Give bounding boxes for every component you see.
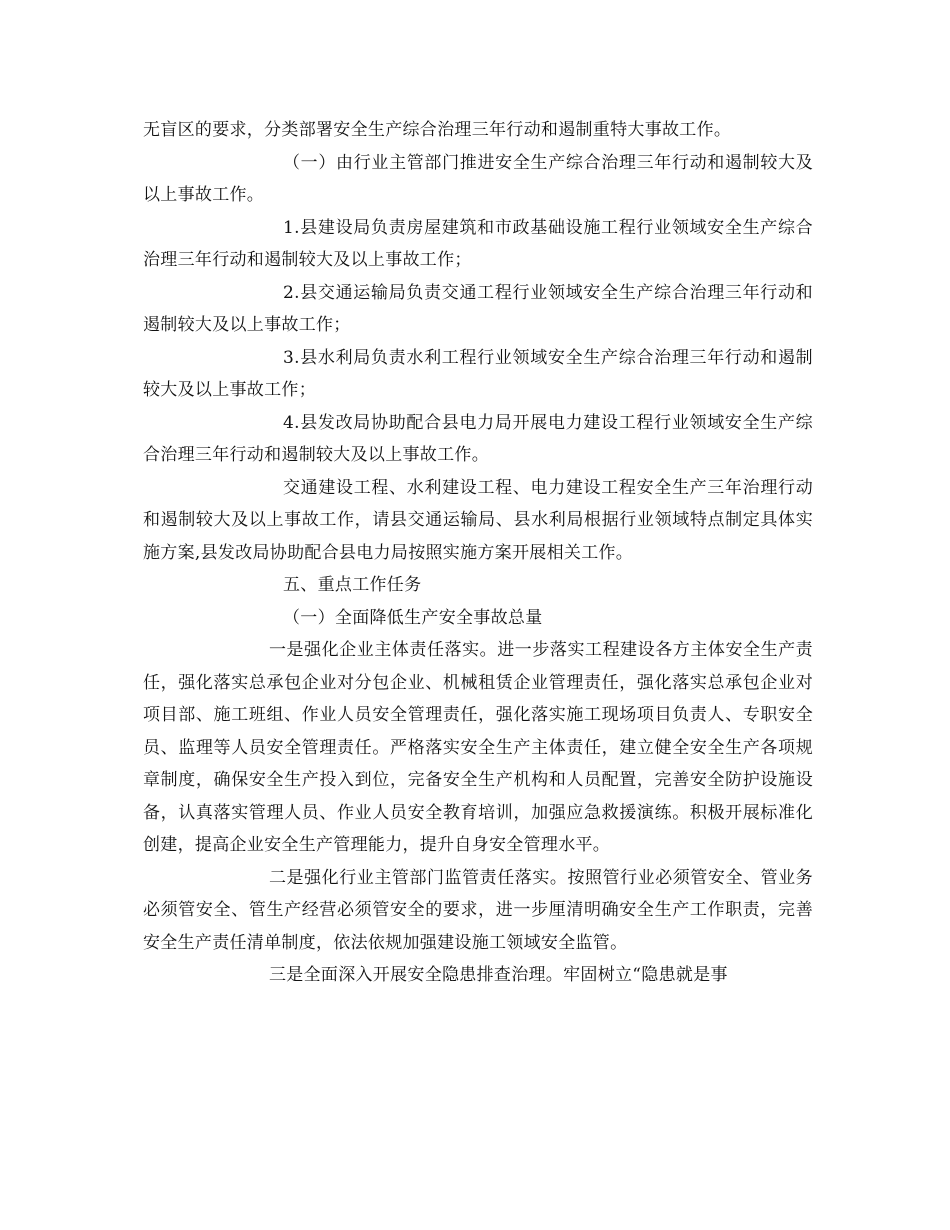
document-body	[143, 114, 813, 992]
paragraph-task-2: 二是强化行业主管部门监管责任落实。按照管行业必须管安全、管业务必须管安全、管生产经营必须管安全的要求，进一步厘清明确安全生产工作职责，完善安全生产责任清单制度，依法依规加强建设施工领域安全监管。	[143, 867, 813, 953]
paragraph-item-3: 3.县水利局负责水利工程行业领域安全生产综合治理三年行动和遏制较大及以上事故工作；	[143, 347, 813, 400]
paragraph-task-3: 三是全面深入开展安全隐患排查治理。牢固树立“隐患就是事	[269, 965, 728, 985]
paragraph-item-2: 2.县交通运输局负责交通工程行业领域安全生产综合治理三年行动和遏制较大及以上事故工作；	[143, 282, 813, 335]
paragraph-item-1: 1.县建设局负责房屋建筑和市政基础设施工程行业领域安全生产综合治理三年行动和遏制较大及以上事故工作；	[143, 217, 813, 270]
paragraph-subsection-heading: （一）由行业主管部门推进安全生产综合治理三年行动和遏制较大及以上事故工作。	[143, 152, 813, 205]
section-heading: 五、重点工作任务	[283, 575, 422, 595]
paragraph-note: 交通建设工程、水利建设工程、电力建设工程安全生产三年治理行动和遏制较大及以上事故工作，请县交通运输局、县水利局根据行业领域特点制定具体实施方案,县发改局协助配合县电力局按照实施方案开展相关工作。	[143, 477, 813, 563]
paragraph-item-4: 4.县发改局协助配合县电力局开展电力建设工程行业领域安全生产综合治理三年行动和遏制较大及以上事故工作。	[143, 412, 813, 465]
subsection-heading: （一）全面降低生产安全事故总量	[283, 607, 543, 628]
paragraph-continuation: 无盲区的要求，分类部署安全生产综合治理三年行动和遏制重特大事故工作。	[143, 120, 732, 140]
paragraph-task-1: 一是强化企业主体责任落实。进一步落实工程建设各方主体安全生产责任，强化落实总承包企业对分包企业、机械租赁企业管理责任，强化落实总承包企业对项目部、施工班组、作业人员安全管理责任，强化落实施工现场项目负责人、专职安全员、监理等人员安全管理责任。严格落实安全生产主体责任，建立健全安全生产各项规章制度，确保安全生产投入到位，完备安全生产机构和人员配置，完善安全防护设施设备，认真落实管理人员、作业人员安全教育培训，加强应急救援演练。积极开展标准化创建，提高企业安全生产管理能力，提升自身安全管理水平。	[143, 640, 813, 855]
